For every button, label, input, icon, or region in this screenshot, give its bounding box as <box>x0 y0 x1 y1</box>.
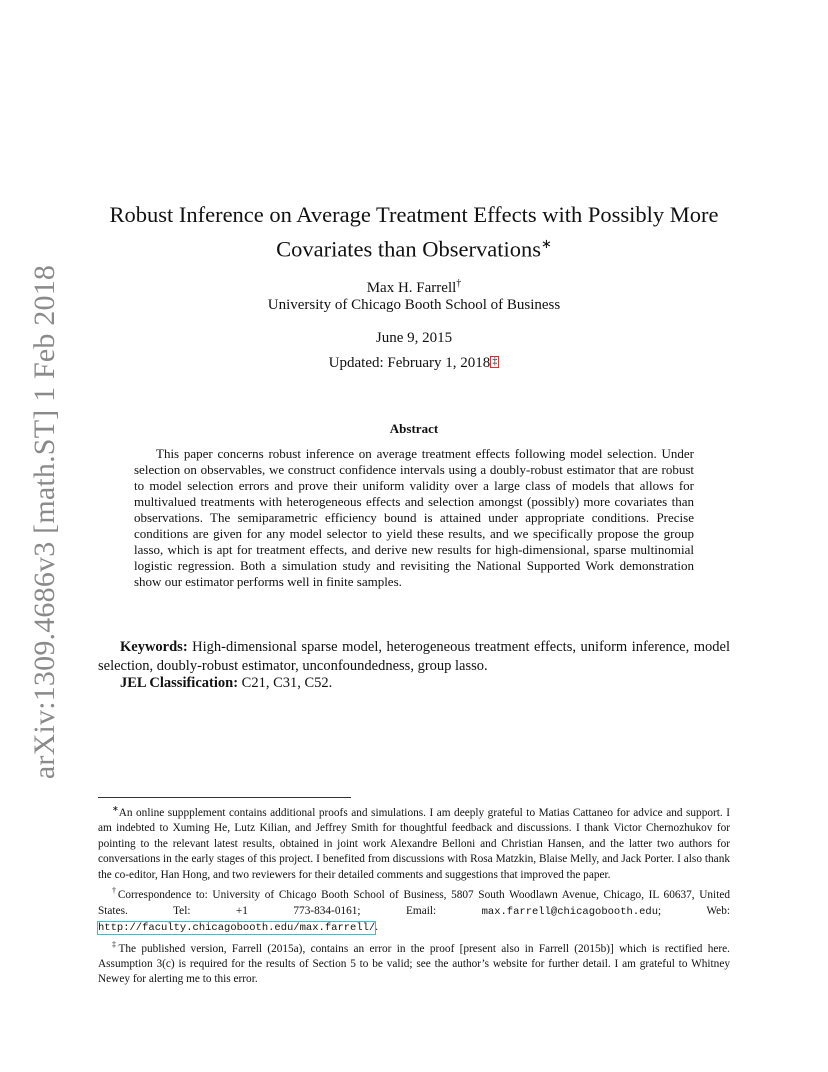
footnote-3-mark: ‡ <box>112 939 119 949</box>
abstract-text: This paper concerns robust inference on average treatment effects following model selection. Under selection on observables, we construct confidence intervals using a doubly-robust estimator that are robust to model selection errors and prove their uniform validity over a large class of models that allows for multivalued treatments with heterogeneous effects and selection amongst (possibly) more covariates than observations. The semiparametric efficiency bound is attained under appropriate conditions. Precise conditions are given for any model selector to yield these results, and we specifically propose the group lasso, which is apt for treatment effects, and derive new results for high-dimensional, sparse multinomial logistic regression. Both a simulation study and revisiting the National Supported Work demonstration show our estimator performs well in finite samples. <box>134 446 694 589</box>
arxiv-stamp: arXiv:1309.4686v3 [math.ST] 1 Feb 2018 <box>28 264 61 780</box>
author-name <box>90 278 738 297</box>
updated-text: Updated: February 1, 2018 <box>328 355 491 371</box>
jel-classification <box>120 675 332 692</box>
footnote-3 <box>98 937 730 988</box>
footnote-2-mark: † <box>112 886 118 896</box>
footnote-1 <box>98 801 730 883</box>
footnote-3-text: The published version, Farrell (2015a), contains an error in the proof [present also in Farrell (2015b)] which is rectified here. Assumption 3(c) is required for the results of Section 5 to be valid; see the author’s website for further detail. I am grateful to Whitney Newey for alerting me to this error. <box>98 942 730 986</box>
footnote-2-url-link[interactable]: http://faculty.chicagobooth.edu/max.farrell/ <box>98 922 376 935</box>
footnote-2-text-c: . <box>375 921 379 934</box>
updated-date <box>90 355 738 372</box>
jel-label: JEL Classification: <box>120 675 239 691</box>
jel-text: C21, C31, C52. <box>241 675 333 691</box>
keywords-text: High-dimensional sparse model, heterogeneous treatment effects, uniform inference, model selection, doubly-robust estimator, unconfoundedness, group lasso. <box>98 639 730 674</box>
footnote-rule <box>98 797 351 798</box>
footnotes <box>98 801 730 988</box>
title-line-1: Robust Inference on Average Treatment Effects with Possibly More <box>109 202 719 227</box>
keywords-label: Keywords: <box>120 639 188 655</box>
keywords <box>98 638 730 676</box>
title-footnote-mark: ∗ <box>541 236 552 251</box>
paper-title <box>90 200 738 264</box>
author-text: Max H. Farrell <box>366 280 457 296</box>
updated-footnote-link[interactable]: ‡ <box>492 356 498 367</box>
footnote-2-text-b: ; Web: <box>658 904 730 917</box>
abstract-heading: Abstract <box>389 421 439 436</box>
author-affiliation: University of Chicago Booth School of Business <box>267 297 561 313</box>
footnote-2-text-a: Correspondence to: University of Chicago Booth School of Business, 5807 South Woodlawn Avenue, Chicago, IL 60637, United States. Tel: +1 773-834-0161; Email: <box>98 889 730 917</box>
footnote-2 <box>98 883 730 936</box>
paper-date: June 9, 2015 <box>375 330 453 346</box>
footnote-1-text: An online suppplement contains additional proofs and simulations. I am deeply grateful to Matias Cattaneo for advice and support. I am indebted to Xuming He, Lutz Kilian, and Jeffrey Smith for thoughtful feedback and discussions. I thank Victor Chernozhukov for pointing to the relevant latest results, obtained in joint work Alexandre Belloni and Christian Hansen, and the latter two authors for conversations in the early stages of this project. I benefited from discussions with Rosa Matzkin, Blaise Melly, and Jack Porter. I also thank the co-editor, Han Hong, and two reviewers for their detailed comments and suggestions that improved the paper. <box>98 806 730 881</box>
footnote-1-mark: ∗ <box>112 804 119 813</box>
footnote-2-email: max.farrell@chicagobooth.edu <box>481 905 659 918</box>
author-footnote-mark: † <box>456 278 462 289</box>
title-line-2: Covariates than Observations <box>276 236 542 262</box>
